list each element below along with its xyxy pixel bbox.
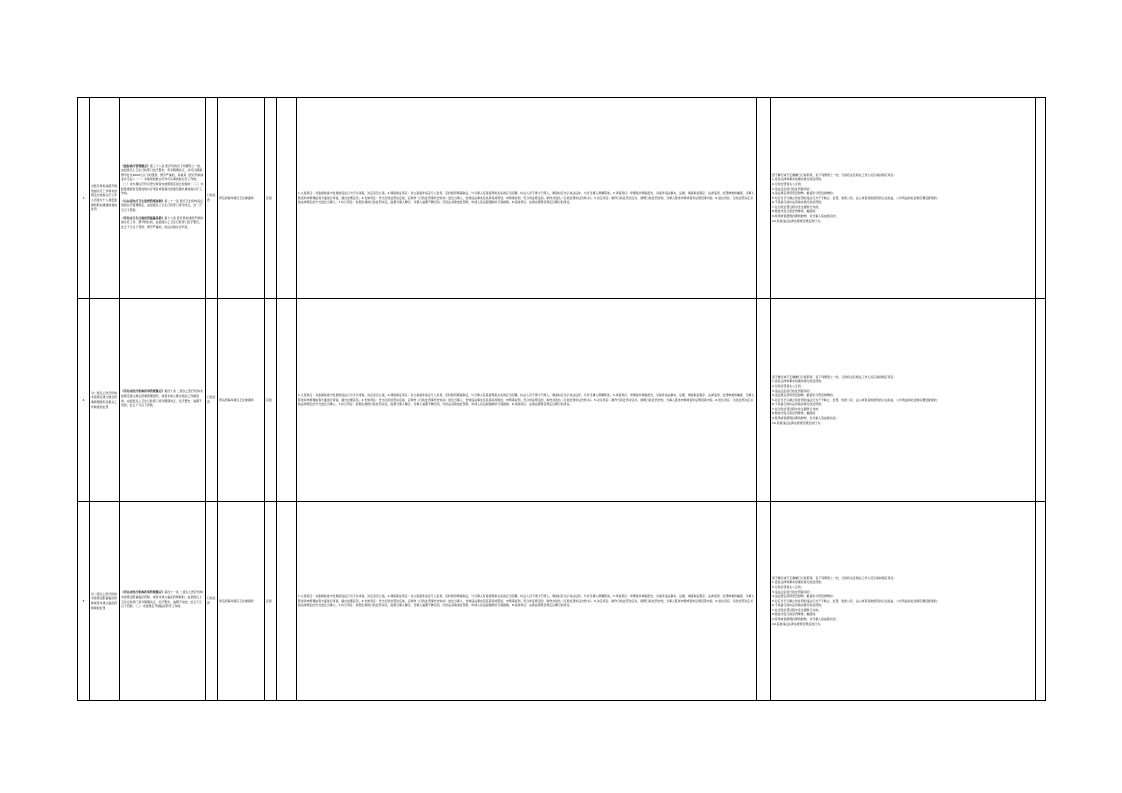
law-title: 《山东省医疗卫生监督管理条例》 (121, 198, 165, 203)
level-cell (265, 502, 277, 701)
fault-item: 4.违反规定使用罚没财物、截留私分罚没财物的； (772, 191, 836, 196)
legal-basis-cell (120, 502, 206, 701)
law-text: 第四十条 二级以上医疗机构未按规定建立健全药事管理组织，或者未建立健全相关工作制度的，由县级以上卫生行政部门责令限期改正，给予警告；逾期不改的，处五千元以下罚款。 (121, 389, 203, 408)
power-type: 行政处罚 (207, 395, 216, 404)
fault-label-cell (757, 98, 771, 299)
fault-item: 1.没有法律和事实依据实施行政处罚的； (772, 177, 824, 182)
level-cell (265, 98, 277, 299)
exercise-level: 区级 (266, 397, 272, 402)
fault-item: 5.对应当予以制止和处罚的违法行为不予制止、处罚，致使公民、法人或者其他组织的合法权益、公共利益和社会秩序遭受损害的； (772, 195, 940, 200)
seq-number: 4 (82, 397, 85, 402)
duty-text: 1.立案责任：对监督检查中发现的违法行为予以审查，决定是否立案。2.调查取证责任：对立案案件指定专人负责，及时组织调查取证，与当事人有直接利害关系的应当回避。执法人员不得少于两人，调查时应出示执法证件，允许当事人辩解陈述。3.审查责任：审理案件调查报告，对案件违法事实、证据、调查取证程序、法律适用、处罚种类和幅度、当事人陈述和申辩理由等方面进行审查，提出处理意见。4.告知责任：作出行政处罚决定前，应制作《行政处罚事先告知书》送达当事人，告知违法事实及其享有的陈述、申辩等权利。符合听证规定的，制作并送达《行政处罚听证告知书》。5.决定责任：制作行政处罚决定书，载明行政处罚告知、当事人陈述申辩或者听证情况等内容。6.送达责任：行政处罚决定书按法律规定的方式送达当事人。7.执行责任：依照生效的行政处罚决定，监督当事人履行。当事人逾期不履行的，可依法采取加处罚款、申请人民法院强制执行等措施。8.其他责任：法律法规规章规定应履行的责任。 (298, 393, 755, 407)
fault-item: 2.行政处罚显失公正的； (772, 181, 804, 186)
law-title: 《青岛市卫生行政处罚裁量基准》 (121, 215, 165, 220)
note-cell (1036, 299, 1046, 502)
item-name-cell (90, 502, 120, 701)
fault-item: 9.使用或者损毁扣押的财物，对当事人造成损失的； (772, 416, 839, 421)
legal-basis-paragraph (121, 199, 204, 213)
duty-cell (297, 98, 757, 299)
item-name-cell (90, 98, 120, 299)
law-title: 《放射诊疗管理规定》 (121, 163, 150, 168)
fault-item: 4.违反规定使用罚没财物、截留私分罚没财物的； (772, 393, 836, 398)
item-name: 对二级以上医疗机构未按规定配备临床药师或者未建立临床药师制的处罚 (91, 591, 118, 610)
item-name: 对二级以上医疗机构未按规定建立健全药事管理组织及相关工作制度的处罚 (91, 390, 118, 409)
fault-item: 6.不具备行政执法资格实施行政处罚的； (772, 603, 824, 608)
level-cell (265, 299, 277, 502)
fault-item: 10.其他违反法律法规规章规定的行为。 (772, 621, 823, 626)
duty-cell (297, 502, 757, 701)
fault-cell (771, 502, 1036, 701)
legal-basis-cell (120, 299, 206, 502)
subject-cell (218, 502, 265, 701)
fault-item: 6.不具备行政执法资格实施行政处罚的； (772, 402, 824, 407)
table-body (78, 98, 1046, 701)
law-text: 第三十八条 医疗机构有下列情形之一的，由县级以上卫生行政部门给予警告、责令限期改正，并可以根据情节处以3000元以下的罚款；情节严重的，吊销其《医疗机构执业许可证》：（一）未取得放射诊疗许可从事放射诊疗工作的；（二）未办理诊疗科目登记或者未按照规定进行校验的；（三）未经批准擅自变更放射诊疗项目或者超出批准范围从事放射诊疗工作的。 (121, 163, 204, 196)
legal-basis-cell (120, 98, 206, 299)
fault-item: 9.使用或者损毁扣押的财物，对当事人造成损失的； (772, 214, 839, 219)
seq-number: 3 (82, 195, 85, 200)
seq-cell (78, 98, 90, 299)
duty-label-cell (277, 98, 297, 299)
fault-item: 8.擅自改变行政处罚种类、幅度的； (772, 612, 819, 617)
fault-list (772, 379, 1034, 425)
fault-item: 7.在行政处罚过程中发生腐败行为的； (772, 406, 822, 411)
item-name: 对医疗机构违规开展放射诊疗工作和未按规定对放射诊疗工作人员进行个人剂量监测和职业健康检查的处罚 (91, 184, 118, 212)
exercise-level: 区级 (266, 195, 272, 200)
fault-item: 3.违反法定的行政处罚程序的； (772, 589, 813, 594)
note-cell (1036, 502, 1046, 701)
legal-basis-paragraph (121, 164, 204, 196)
law-text: 第二十一条 医疗卫生机构违反放射诊疗管理规定，由县级以上卫生行政部门责令改正，处一万元以下罚款。 (121, 198, 203, 212)
table-row (78, 98, 1046, 299)
fault-intro: 因不履行或不正确履行行政职责，有下列情形之一的，行政机关及相关工作人员应承担相应责任： (772, 374, 897, 379)
fault-cell (771, 299, 1036, 502)
type-cell (206, 98, 218, 299)
fault-label-cell (757, 502, 771, 701)
duty-label-cell (277, 299, 297, 502)
fault-item: 1.没有法律和事实依据实施行政处罚的； (772, 379, 824, 384)
implementing-subject: 青岛西海岸新区卫生健康局 (219, 598, 254, 603)
legal-basis-paragraph (121, 389, 204, 407)
legal-basis-paragraph (121, 216, 204, 230)
fault-item: 3.违反法定的行政处罚程序的； (772, 388, 813, 393)
implementing-subject: 青岛西海岸新区卫生健康局 (219, 397, 254, 402)
fault-item: 10.其他违反法律法规规章规定的行为。 (772, 420, 823, 425)
fault-intro: 因不履行或不正确履行行政职责，有下列情形之一的，行政机关及相关工作人员应承担相应责任： (772, 575, 897, 580)
fault-item: 5.对应当予以制止和处罚的违法行为不予制止、处罚，致使公民、法人或者其他组织的合法权益、公共利益和社会秩序遭受损害的； (772, 598, 940, 603)
fault-item: 7.在行政处罚过程中发生腐败行为的； (772, 204, 822, 209)
fault-item: 2.行政处罚显失公正的； (772, 383, 804, 388)
fault-item: 5.对应当予以制止和处罚的违法行为不予制止、处罚，致使公民、法人或者其他组织的合法权益、公共利益和社会秩序遭受损害的； (772, 397, 940, 402)
implementing-subject: 青岛西海岸新区卫生健康局 (219, 195, 254, 200)
fault-item: 10.其他违反法律法规规章规定的行为。 (772, 218, 823, 223)
duty-text: 1.立案责任：对监督检查中发现的违法行为予以审查，决定是否立案。2.调查取证责任：对立案案件指定专人负责，及时组织调查取证，与当事人有直接利害关系的应当回避。执法人员不得少于两人，调查时应出示执法证件，允许当事人辩解陈述。3.审查责任：审理案件调查报告，对案件违法事实、证据、调查取证程序、法律适用、处罚种类和幅度、当事人陈述和申辩理由等方面进行审查，提出处理意见。4.告知责任：作出行政处罚决定前，应制作《行政处罚事先告知书》送达当事人，告知违法事实及其享有的陈述、申辩等权利。符合听证规定的，制作并送达《行政处罚听证告知书》。5.决定责任：制作行政处罚决定书，载明行政处罚告知、当事人陈述申辩或者听证情况等内容。6.送达责任：行政处罚决定书按法律规定的方式送达当事人。7.执行责任：依照生效的行政处罚决定，监督当事人履行。当事人逾期不履行的，可依法采取加处罚款、申请人民法院强制执行等措施。8.其他责任：法律法规规章规定应履行的责任。 (298, 594, 755, 608)
note-cell (1036, 98, 1046, 299)
seq-cell (78, 502, 90, 701)
fault-list (772, 177, 1034, 223)
fault-item: 8.擅自改变行政处罚种类、幅度的； (772, 411, 819, 416)
fault-intro: 因不履行或不正确履行行政职责，有下列情形之一的，行政机关及相关工作人员应承担相应责任： (772, 172, 897, 177)
fault-list (772, 580, 1034, 626)
fault-cell (771, 98, 1036, 299)
exercise-level: 区级 (266, 598, 272, 603)
fault-item: 1.没有法律和事实依据实施行政处罚的； (772, 580, 824, 585)
subject-cell (218, 299, 265, 502)
table-row (78, 502, 1046, 701)
seq-number: 5 (82, 598, 85, 603)
duty-cell (297, 299, 757, 502)
legal-basis-paragraph (121, 590, 204, 608)
seq-cell (78, 299, 90, 502)
fault-item: 3.违反法定的行政处罚程序的； (772, 186, 813, 191)
type-cell (206, 502, 218, 701)
duty-label-cell (277, 502, 297, 701)
law-text: 第四十一条 二级以上医疗机构未按规定配备临床药师，或者未建立临床药师制的，由县级以上卫生行政部门责令限期改正，给予警告；逾期不改的，处五千元以下罚款。（二）未按规定开展临床药学工作的。 (121, 590, 203, 609)
fault-label-cell (757, 299, 771, 502)
law-title: 《青岛市医疗机构药事管理规定》 (121, 590, 165, 595)
power-list-table (77, 97, 1046, 701)
table-row (78, 299, 1046, 502)
power-type: 行政处罚 (207, 193, 216, 202)
law-title: 《青岛市医疗机构药事管理规定》 (121, 389, 165, 394)
fault-item: 6.不具备行政执法资格实施行政处罚的； (772, 200, 824, 205)
duty-text: 1.立案责任：对监督检查中发现的违法行为予以审查，决定是否立案。2.调查取证责任：对立案案件指定专人负责，及时组织调查取证，与当事人有直接利害关系的应当回避。执法人员不得少于两人，调查时应出示执法证件，允许当事人辩解陈述。3.审查责任：审理案件调查报告，对案件违法事实、证据、调查取证程序、法律适用、处罚种类和幅度、当事人陈述和申辩理由等方面进行审查，提出处理意见。4.告知责任：作出行政处罚决定前，应制作《行政处罚事先告知书》送达当事人，告知违法事实及其享有的陈述、申辩等权利。符合听证规定的，制作并送达《行政处罚听证告知书》。5.决定责任：制作行政处罚决定书，载明行政处罚告知、当事人陈述申辩或者听证情况等内容。6.送达责任：行政处罚决定书按法律规定的方式送达当事人。7.执行责任：依照生效的行政处罚决定，监督当事人履行。当事人逾期不履行的，可依法采取加处罚款、申请人民法院强制执行等措施。8.其他责任：法律法规规章规定应履行的责任。 (298, 191, 755, 205)
fault-item: 9.使用或者损毁扣押的财物，对当事人造成损失的； (772, 617, 839, 622)
power-type: 行政处罚 (207, 596, 216, 605)
fault-item: 8.擅自改变行政处罚种类、幅度的； (772, 209, 819, 214)
type-cell (206, 299, 218, 502)
fault-item: 2.行政处罚显失公正的； (772, 584, 804, 589)
fault-item: 4.违反规定使用罚没财物、截留私分罚没财物的； (772, 594, 836, 599)
item-name-cell (90, 299, 120, 502)
subject-cell (218, 98, 265, 299)
fault-item: 7.在行政处罚过程中发生腐败行为的； (772, 607, 822, 612)
law-text: 第十六条 医疗机构违规开展放射诊疗工作，情节较轻的，由县级以上卫生行政部门给予警告，处五千元以下罚款；情节严重的，依法吊销诊疗科目。 (121, 215, 203, 229)
